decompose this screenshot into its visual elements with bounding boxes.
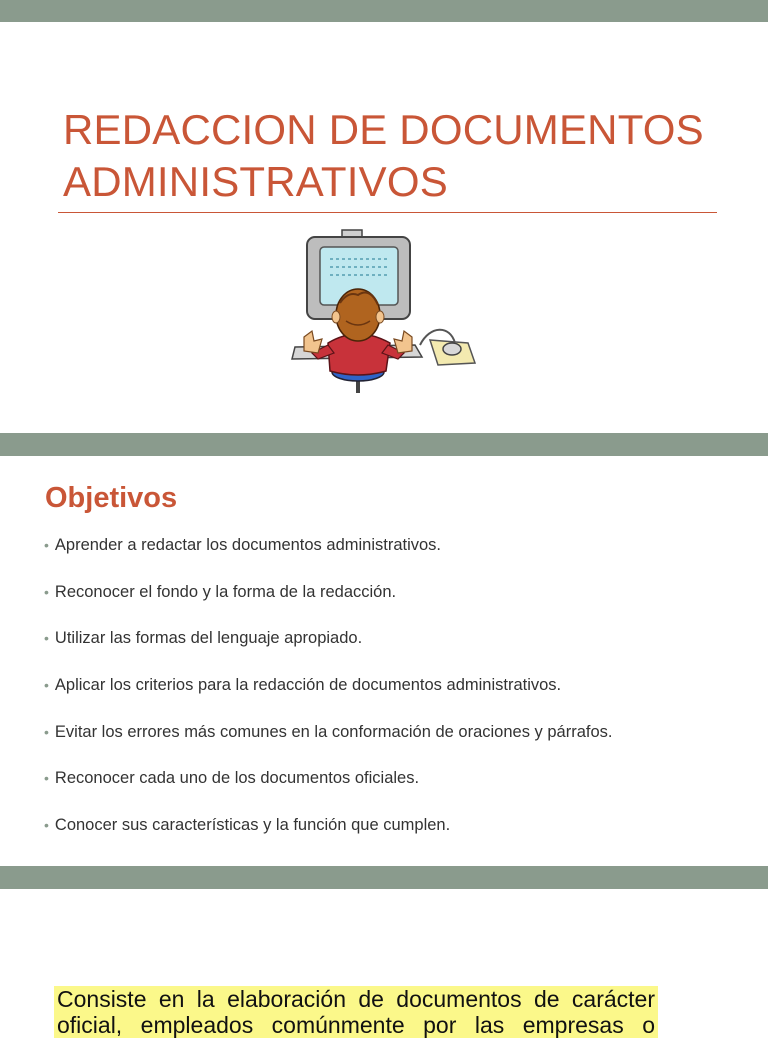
bullet-icon: • (44, 723, 49, 740)
slide-title (63, 104, 743, 208)
definition-text (54, 986, 658, 1038)
definition-slide (0, 889, 768, 1038)
list-item (44, 814, 613, 861)
list-item (44, 627, 613, 674)
bullet-icon: • (44, 630, 49, 647)
list-item-text: Reconocer el fondo y la forma de la redacción. (54, 582, 397, 601)
list-item-text: Reconocer cada uno de los documentos oficiales. (54, 769, 420, 788)
list-item (44, 674, 613, 721)
slide-separator-1 (0, 433, 768, 456)
bullet-icon: • (44, 677, 49, 694)
title-divider (58, 212, 717, 213)
bullet-icon: • (44, 817, 49, 834)
objectives-list (44, 534, 613, 861)
person-at-computer-clipart (290, 225, 480, 395)
bullet-icon: • (44, 770, 49, 787)
list-item-text: Aplicar los criterios para la redacción de documentos administrativos. (54, 676, 562, 695)
definition-line-2: oficial, empleados comúnmente por las empresas o (54, 1012, 658, 1038)
list-item-text: Evitar los errores más comunes en la conformación de oraciones y párrafos. (54, 722, 613, 741)
title-line-1: REDACCION DE DOCUMENTOS (63, 106, 704, 153)
objectives-heading: Objetivos (45, 482, 178, 514)
list-item-text: Aprender a redactar los documentos administrativos. (54, 536, 442, 554)
bullet-icon: • (44, 537, 49, 553)
list-item-text: Utilizar las formas del lenguaje apropiado. (54, 629, 363, 648)
top-band (0, 0, 768, 22)
slide-separator-2 (0, 866, 768, 889)
bullet-icon: • (44, 583, 49, 600)
title-slide (0, 22, 768, 433)
list-item (44, 581, 613, 628)
title-line-2: ADMINISTRATIVOS (63, 158, 448, 205)
list-item (44, 721, 613, 768)
list-item (44, 534, 613, 581)
list-item (44, 767, 613, 814)
definition-line-1: Consiste en la elaboración de documentos de carácter (54, 986, 658, 1012)
objectives-slide (0, 456, 768, 866)
list-item-text: Conocer sus características y la función que cumplen. (54, 816, 451, 835)
